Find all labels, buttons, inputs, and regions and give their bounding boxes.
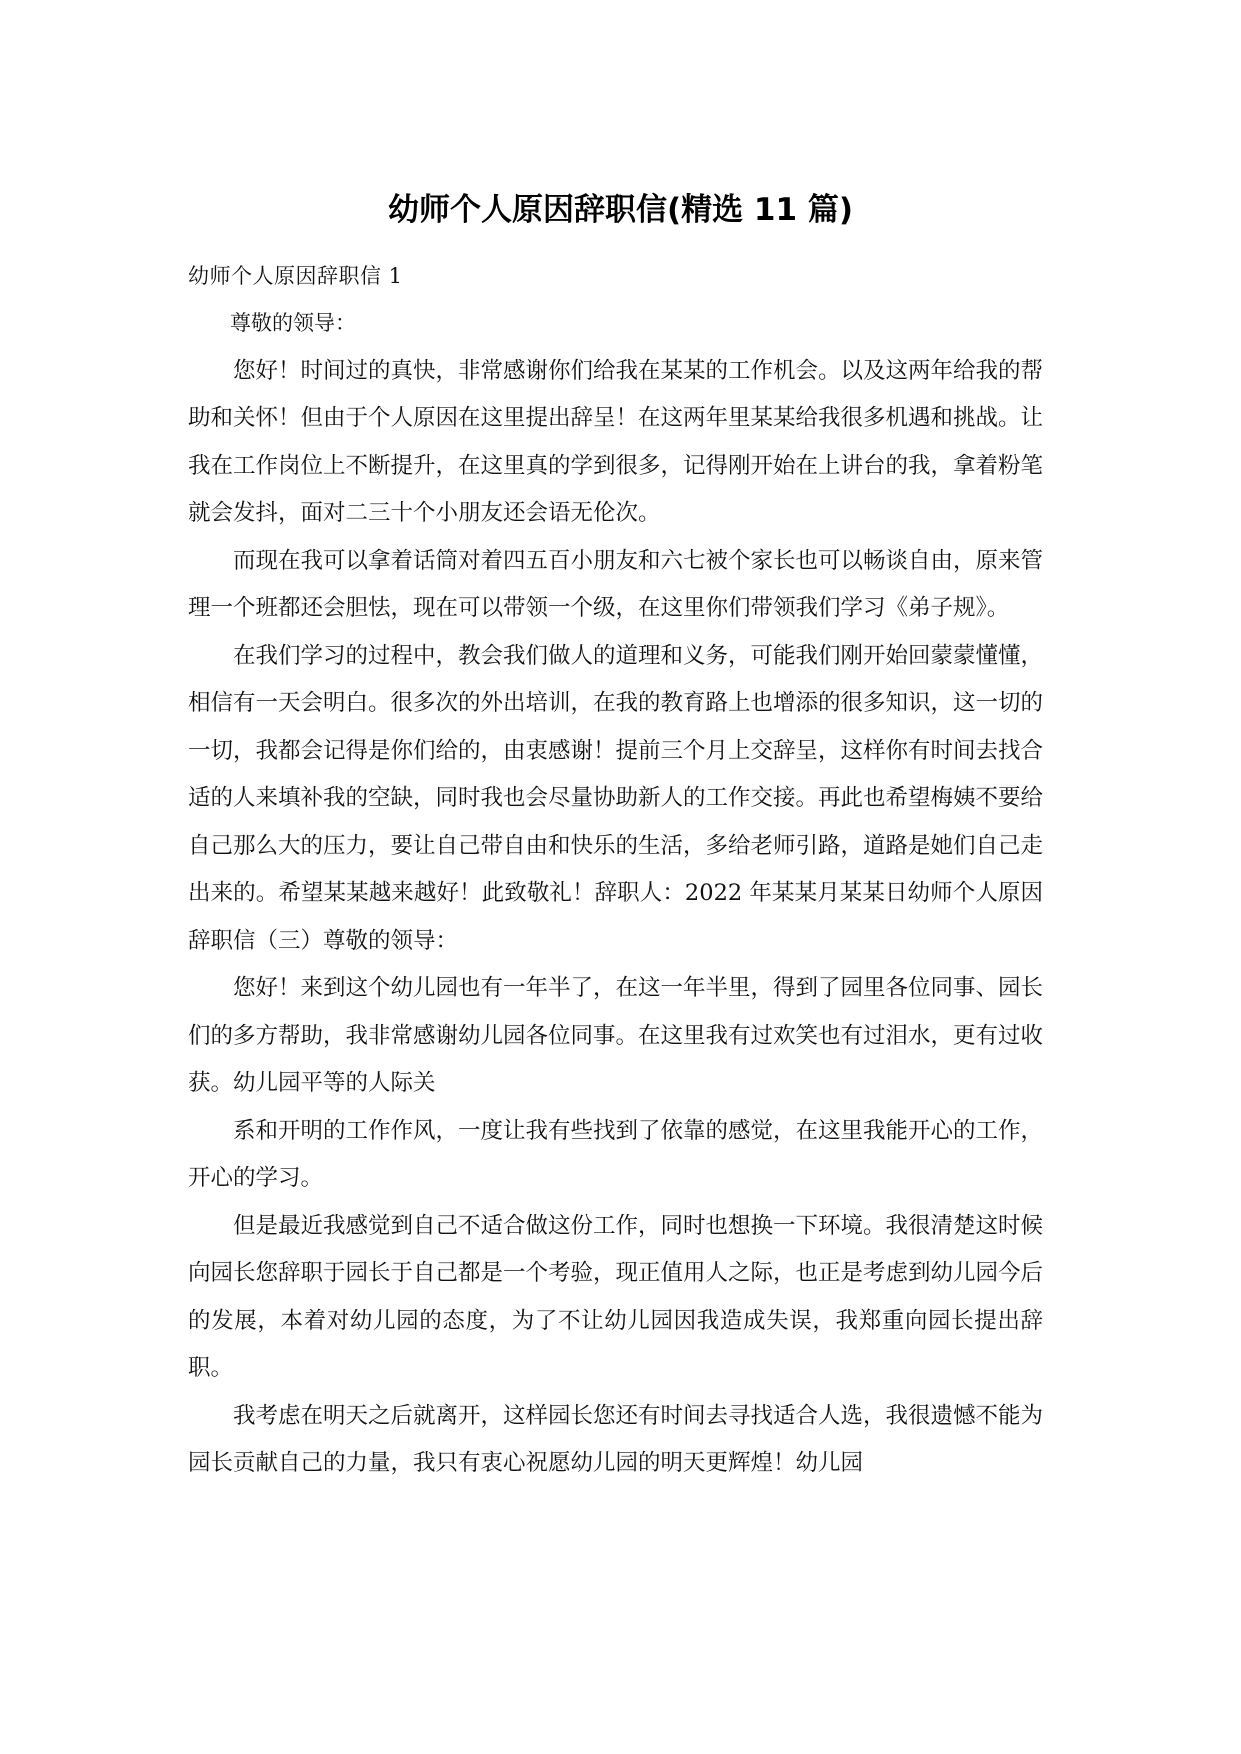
- document-body: [188, 253, 1043, 1488]
- paragraph-salutation: 尊敬的领导：: [230, 311, 356, 335]
- paragraph: 在我们学习的过程中，教会我们做人的道理和义务，可能我们刚开始回蒙蒙懂懂，相信有一天会明白。很多次的外出培训，在我的教育路上也增添的很多知识，这一切的一切，我都会记得是你们给的，由衷感谢！提前三个月上交辞呈，这样你有时间去找合适的人来填补我的空缺，同时我也会尽量协助新人的工作交接。再此也希望梅姨不要给自己那么大的压力，要让自己带自由和快乐的生活，多给老师引路，道路是她们自己走出来的。希望某某越来越好！此致敬礼！辞职人：2022 年某某月某某日幼师个人原因辞职信（三）尊敬的领导：: [188, 642, 1044, 954]
- paragraph: 您好！时间过的真快，非常感谢你们给我在某某的工作机会。以及这两年给我的帮助和关怀！但由于个人原因在这里提出辞呈！在这两年里某某给我很多机遇和挑战。让我在工作岗位上不断提升，在这里真的学到很多，记得刚开始在上讲台的我，拿着粉笔就会发抖，面对二三十个小朋友还会语无伦次。: [188, 357, 1044, 526]
- paragraph: 而现在我可以拿着话筒对着四五百小朋友和六七被个家长也可以畅谈自由，原来管理一个班都还会胆怯，现在可以带领一个级，在这里你们带领我们学习《弟子规》。: [188, 547, 1044, 621]
- paragraph: 我考虑在明天之后就离开，这样园长您还有时间去寻找适合人选，我很遗憾不能为园长贡献自己的力量，我只有衷心祝愿幼儿园的明天更辉煌！幼儿园: [188, 1402, 1044, 1476]
- section-title: 幼师个人原因辞职信 1: [188, 264, 403, 288]
- paragraph: 系和开明的工作作风，一度让我有些找到了依靠的感觉，在这里我能开心的工作，开心的学习。: [188, 1117, 1044, 1191]
- paragraph: 但是最近我感觉到自己不适合做这份工作，同时也想换一下环境。我很清楚这时候向园长您辞职于园长于自己都是一个考验，现正值用人之际，也正是考虑到幼儿园今后的发展，本着对幼儿园的态度，为了不让幼儿园因我造成失误，我郑重向园长提出辞职。: [188, 1212, 1044, 1381]
- document-title: 幼师个人原因辞职信(精选 11 篇): [387, 192, 854, 228]
- paragraph: 您好！来到这个幼儿园也有一年半了，在这一年半里，得到了园里各位同事、园长们的多方帮助，我非常感谢幼儿园各位同事。在这里我有过欢笑也有过泪水，更有过收获。幼儿园平等的人际关: [188, 975, 1044, 1096]
